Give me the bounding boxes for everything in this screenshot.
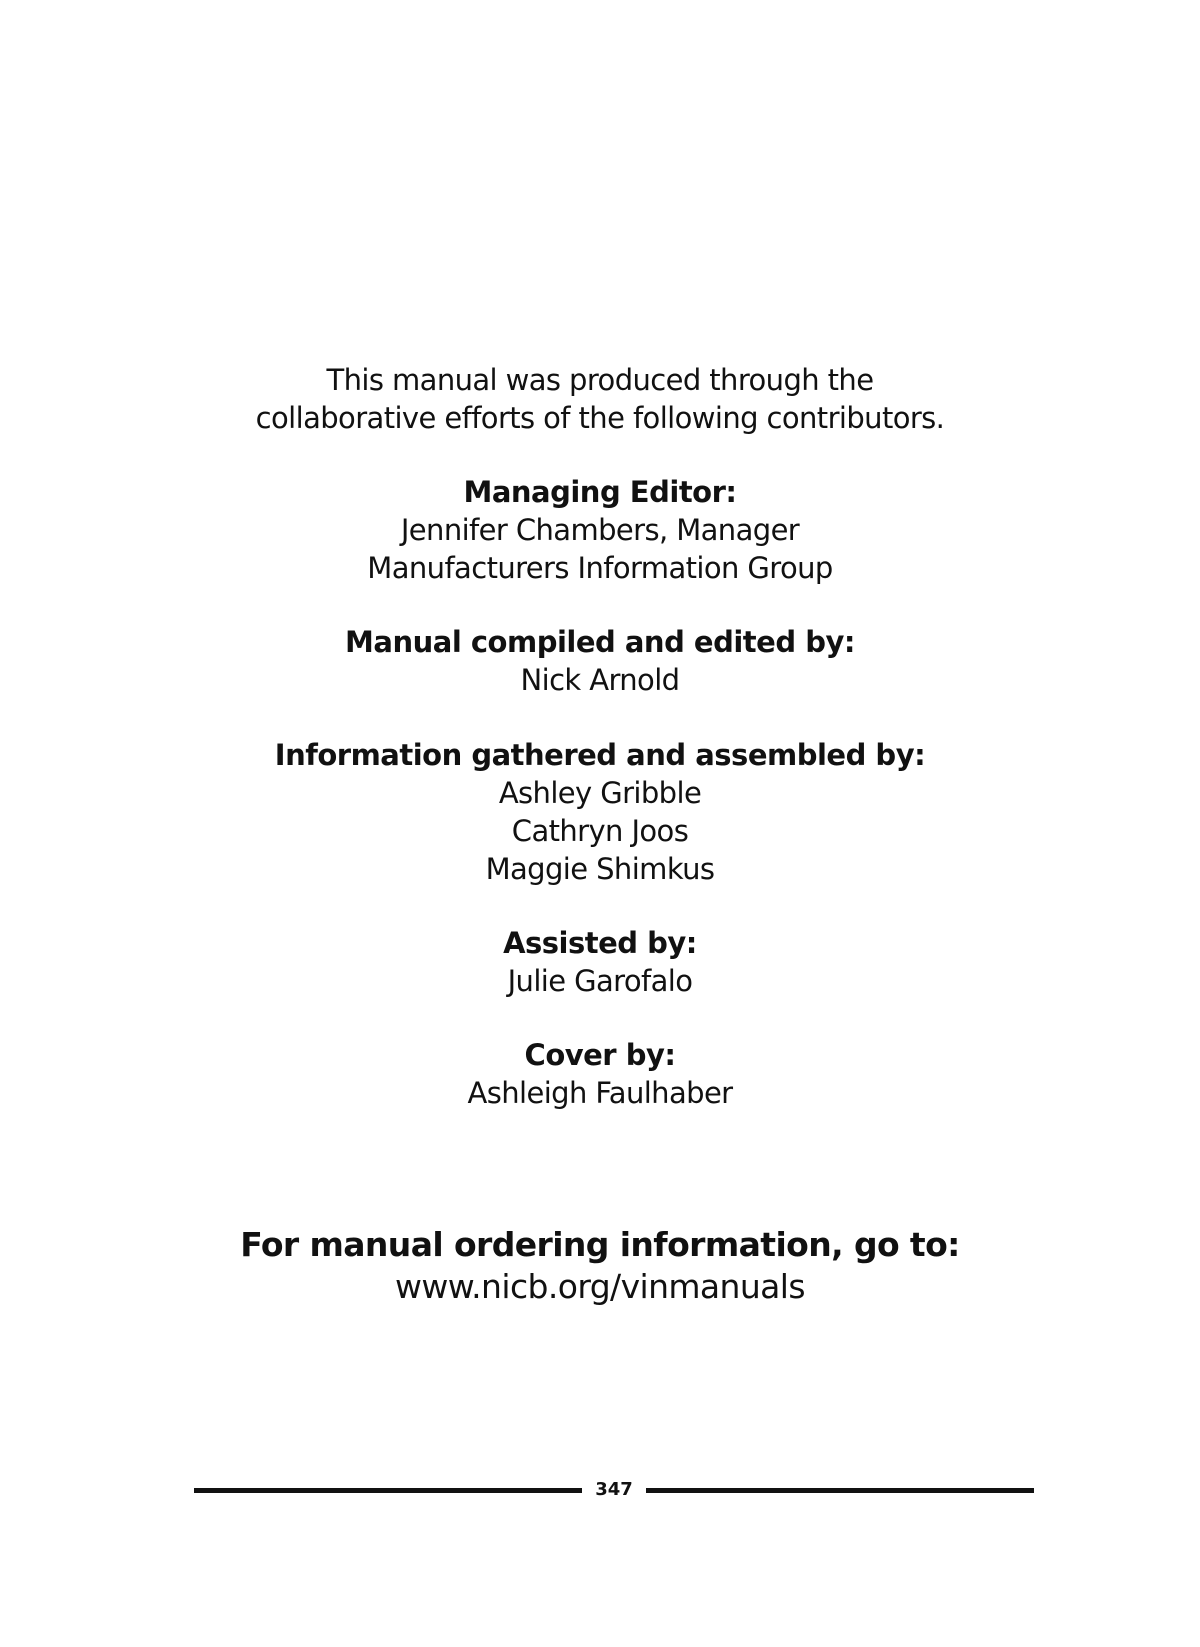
managing-editor-group: Manufacturers Information Group <box>367 551 833 585</box>
ordering-url: www.nicb.org/vinmanuals <box>395 1267 805 1306</box>
page-footer <box>194 1478 1034 1502</box>
intro-line-1: This manual was produced through the <box>326 363 874 397</box>
managing-editor-name: Jennifer Chambers, Manager <box>400 513 800 547</box>
gathered-heading: Information gathered and assembled by: <box>274 738 926 772</box>
intro-line-2: collaborative efforts of the following contributors. <box>255 401 945 435</box>
ordering-heading: For manual ordering information, go to: <box>240 1225 960 1264</box>
gathered-name-2: Cathryn Joos <box>511 814 689 848</box>
gathered-name-3: Maggie Shimkus <box>485 852 715 886</box>
footer-rule-left <box>194 1488 582 1493</box>
assisted-heading: Assisted by: <box>503 926 697 960</box>
cover-heading: Cover by: <box>524 1038 676 1072</box>
compiled-name: Nick Arnold <box>520 663 680 697</box>
footer-rule-right <box>646 1488 1034 1493</box>
compiled-heading: Manual compiled and edited by: <box>345 625 855 659</box>
gathered-name-1: Ashley Gribble <box>498 776 702 810</box>
assisted-name: Julie Garofalo <box>507 964 693 998</box>
page-number: 347 <box>595 1479 633 1500</box>
managing-editor-heading: Managing Editor: <box>463 475 737 509</box>
cover-name: Ashleigh Faulhaber <box>467 1076 733 1110</box>
